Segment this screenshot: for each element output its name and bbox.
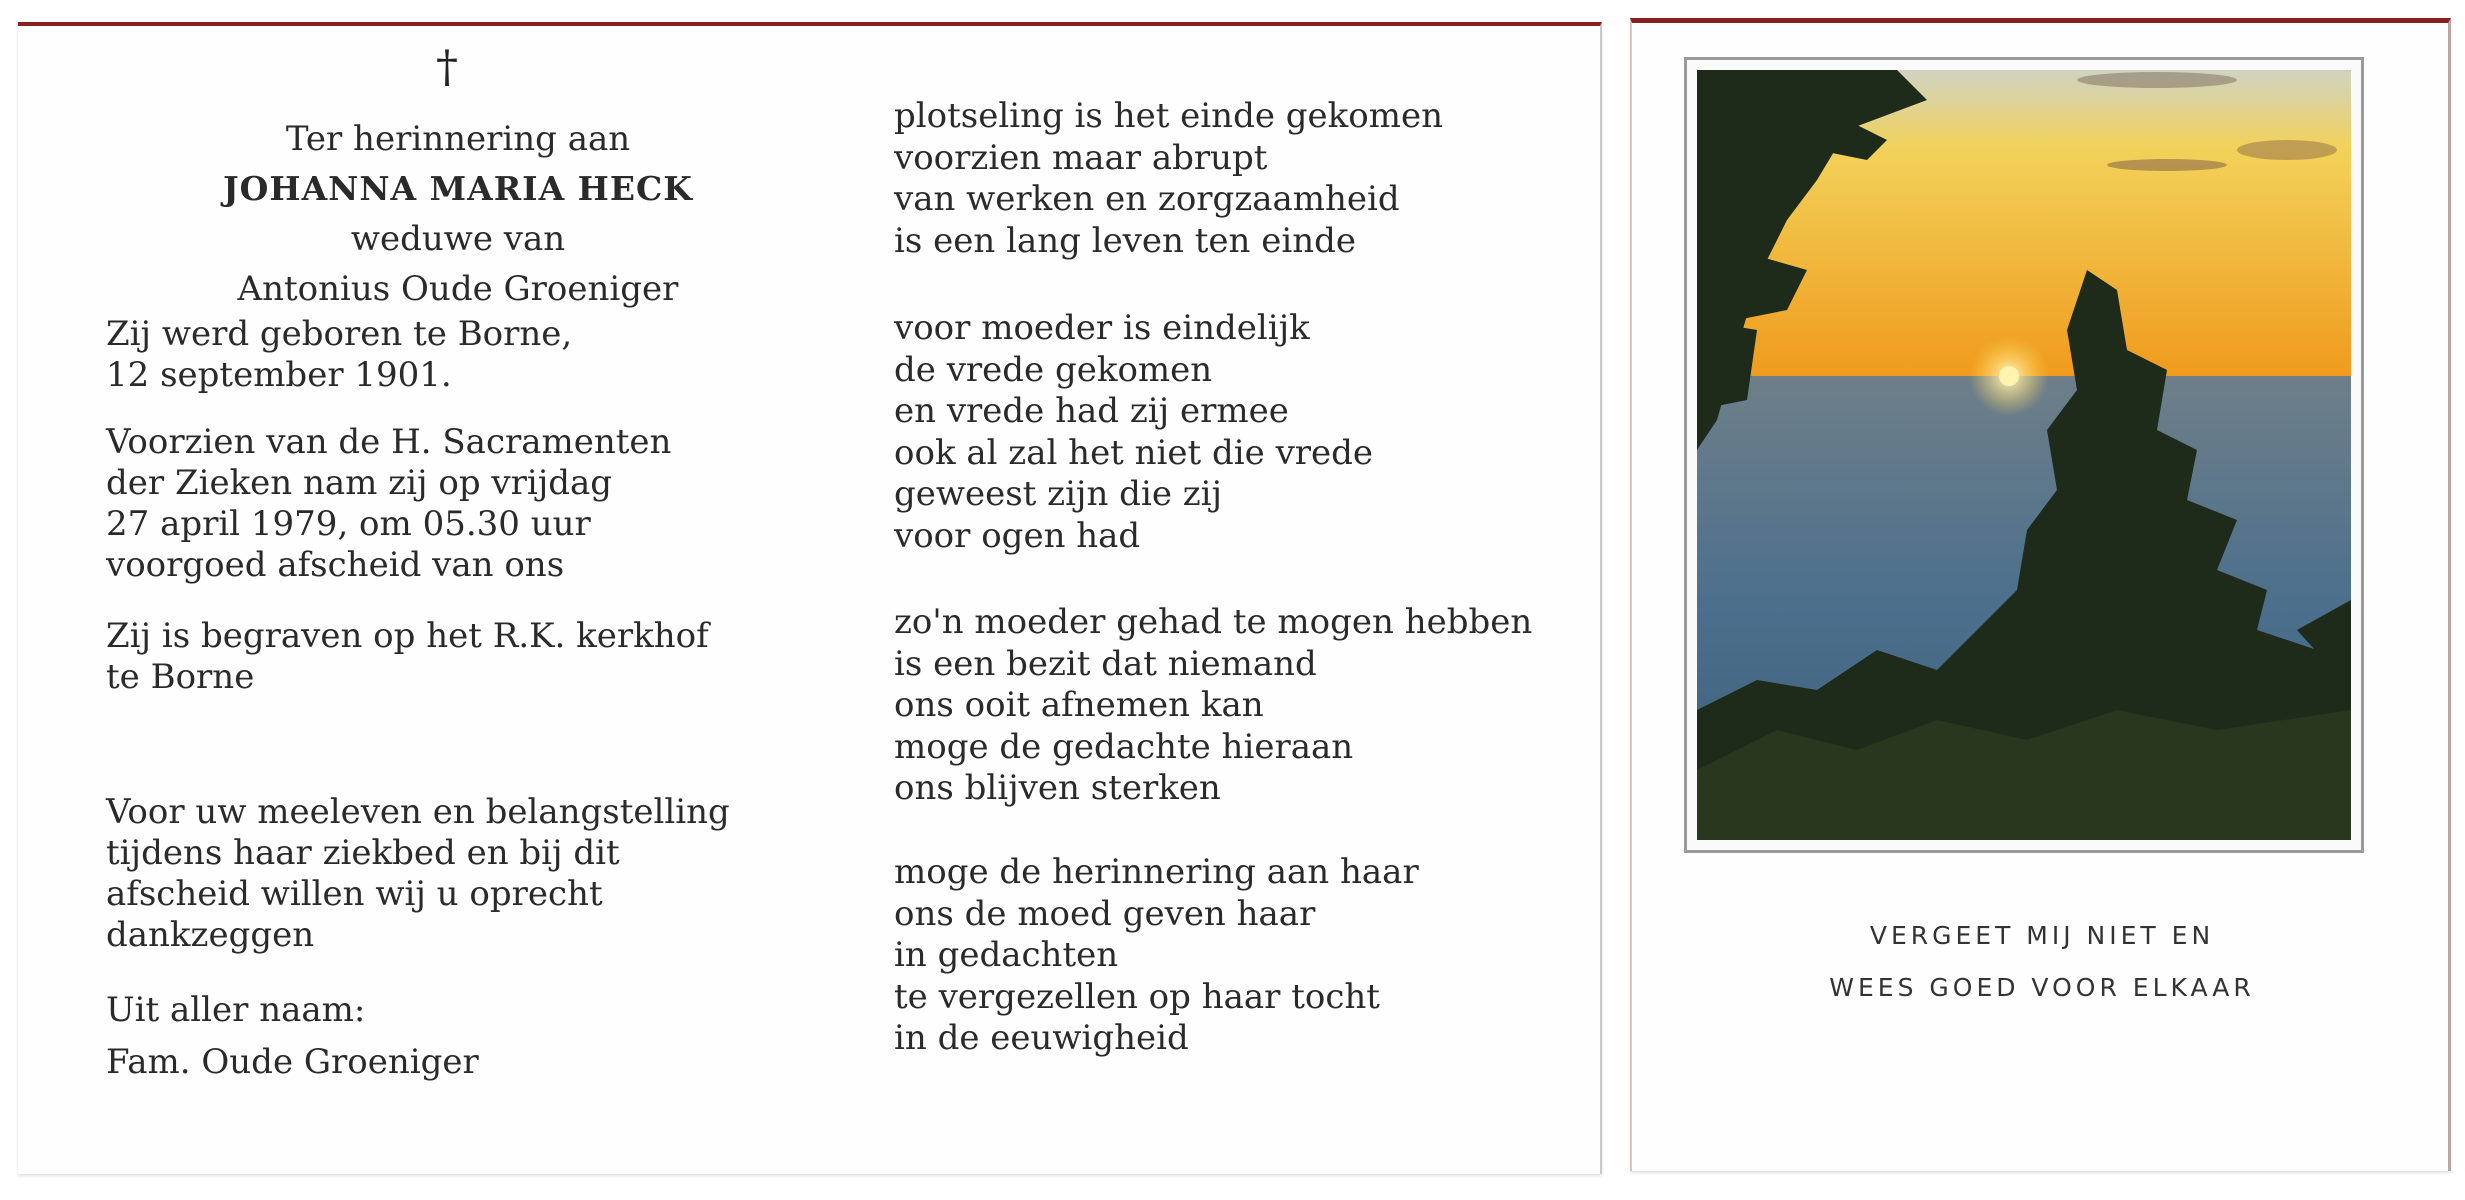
text-line: voorgoed afscheid van ons	[106, 545, 565, 585]
motto-line-1: VERGEET MIJ NIET EN	[1869, 921, 2215, 950]
poem-line: ook al zal het niet die vrede	[894, 432, 1374, 473]
card-front-panel	[1630, 18, 2451, 1171]
text-line: 12 september 1901.	[106, 355, 452, 395]
text-line: Voorzien van de H. Sacramenten	[106, 422, 672, 462]
poem-line: voor ogen had	[894, 515, 1141, 556]
sunset-photo	[1697, 70, 2351, 840]
text-line: Zij werd geboren te Borne,	[106, 314, 573, 354]
poem-line: van werken en zorgzaamheid	[894, 179, 1400, 219]
poem-stanza-1	[894, 96, 1443, 262]
poem-stanza-2	[894, 308, 1373, 557]
death-paragraph	[106, 422, 671, 586]
birth-paragraph	[106, 314, 572, 396]
text-line: Voor uw meeleven en belangstelling	[106, 792, 730, 832]
text-line: te Borne	[106, 657, 255, 697]
poem-line: moge de herinnering aan haar	[894, 852, 1419, 892]
motto-line-2: WEES GOED VOOR ELKAAR	[1829, 973, 2255, 1002]
poem-line: is een lang leven ten einde	[894, 220, 1356, 261]
cross-icon: †	[436, 42, 458, 93]
burial-paragraph	[106, 616, 709, 698]
text-line: dankzeggen	[106, 915, 315, 955]
poem-line: voorzien maar abrupt	[894, 137, 1268, 178]
poem-line: in gedachten	[894, 935, 1119, 975]
sunset-photo-frame	[1684, 57, 2364, 853]
signature-block	[106, 984, 479, 1088]
text-line: tijdens haar ziekbed en bij dit	[106, 833, 620, 873]
poem-stanza-3	[894, 602, 1532, 810]
poem-line: en vrede had zij ermee	[894, 391, 1289, 431]
header-widow: weduwe van	[350, 219, 566, 259]
header-intro: Ter herinnering aan	[285, 119, 631, 159]
poem-line: voor moeder is eindelijk	[894, 308, 1310, 348]
poem-line: ons blijven sterken	[894, 768, 1221, 808]
memorial-header	[178, 114, 738, 314]
poem-line: te vergezellen op haar tocht	[894, 976, 1380, 1017]
family-signature: Fam. Oude Groeniger	[106, 1042, 479, 1082]
text-line: der Zieken nam zij op vrijdag	[106, 463, 613, 503]
poem-line: is een bezit dat niemand	[894, 643, 1317, 684]
poem-line: ons de moed geven haar	[894, 893, 1316, 934]
thanks-paragraph	[106, 792, 730, 956]
header-spouse: Antonius Oude Groeniger	[237, 269, 679, 309]
poem-line: moge de gedachte hieraan	[894, 726, 1354, 767]
text-line: 27 april 1979, om 05.30 uur	[106, 504, 591, 544]
text-line: afscheid willen wij u oprecht	[106, 874, 603, 914]
card-inner-left	[18, 22, 1602, 1174]
poem-line: plotseling is het einde gekomen	[894, 96, 1443, 136]
poem-line: zo'n moeder gehad te mogen hebben	[894, 602, 1533, 642]
poem-line: ons ooit afnemen kan	[894, 685, 1264, 725]
poem-stanza-4	[894, 852, 1419, 1060]
text-line: Zij is begraven op het R.K. kerkhof	[106, 616, 709, 656]
poem-line: in de eeuwigheid	[894, 1018, 1189, 1058]
deceased-name: JOHANNA MARIA HECK	[223, 169, 693, 208]
text-line: Uit aller naam:	[106, 990, 366, 1030]
poem-line: geweest zijn die zij	[894, 474, 1223, 514]
poem-line: de vrede gekomen	[894, 349, 1213, 390]
